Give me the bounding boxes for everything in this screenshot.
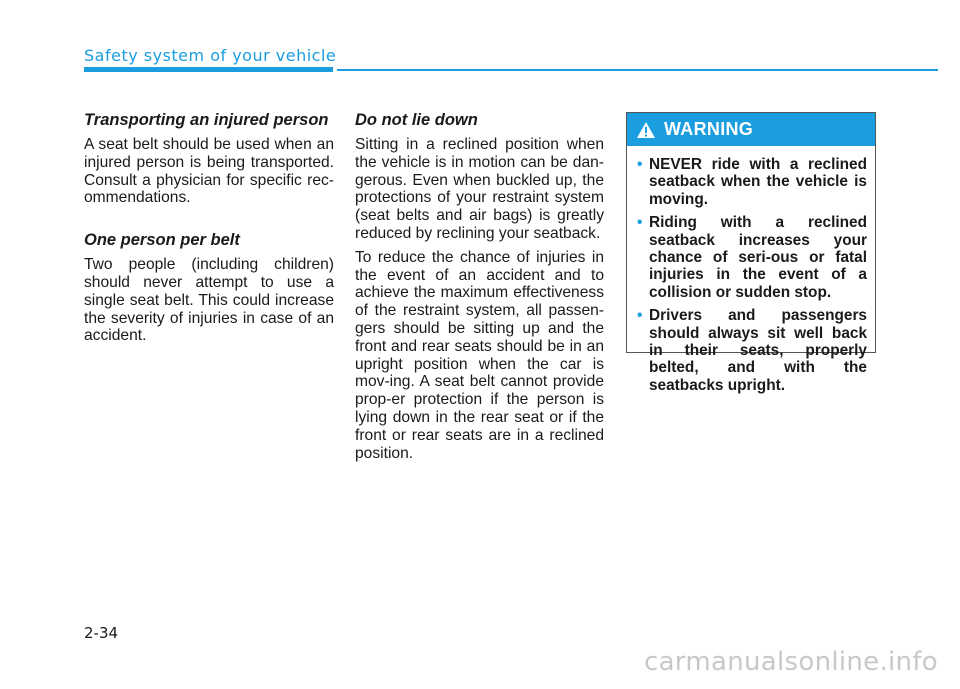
warning-title: WARNING [664,119,754,139]
middle-column [355,111,604,468]
header-rule-thick [84,67,333,72]
left-column [84,111,334,351]
paragraph-one-person-per-belt: Two people (including children) should never attempt to use a single seat belt. This could increase the severity of injuries in case of an accident. [84,256,334,345]
warning-item: • Drivers and passengers should always sit well back in their seats, properly belted, and with the seatbacks upright. [637,307,867,394]
warning-box [626,112,876,394]
section-header-title: Safety system of your vehicle [84,46,337,65]
warning-item: • Riding with a reclined seatback increases your chance of seri-ous or fatal injuries in the event of a collision or sudden stop. [637,214,867,301]
watermark: carmanualsonline.info [643,647,938,677]
heading-transporting-injured: Transporting an injured person [84,111,329,129]
warning-item: • NEVER ride with a reclined seatback when the vehicle is moving. [637,156,867,208]
page-number: 2-34 [84,624,119,642]
header-rule-thin [337,69,938,71]
warning-triangle-icon [636,121,656,139]
heading-do-not-lie-down: Do not lie down [355,111,478,129]
warning-header [627,113,875,146]
heading-one-person-per-belt: One person per belt [84,231,240,250]
warning-list [627,146,875,394]
paragraph-reclined-danger: Sitting in a reclined position when the vehicle is in motion can be dan-gerous. Even when buckled up, the protections of your restraint system (seat belts and air bags) is greatly reduced by reclining your seatback. [355,136,604,242]
paragraph-reduce-injuries: To reduce the chance of injuries in the event of an accident and to achieve the maximum effectiveness of the restraint system, all passen-gers should be sitting up and the front and rear seats should be in an upright position when the car is mov-ing. A seat belt cannot provide prop-er protection if the person is lying down in the rear seat or if the front or rear seats are in a reclined position. [355,248,604,462]
paragraph-transporting-injured: A seat belt should be used when an injured person is being transported. Consult a physician for specific rec-ommendations. [84,136,334,207]
